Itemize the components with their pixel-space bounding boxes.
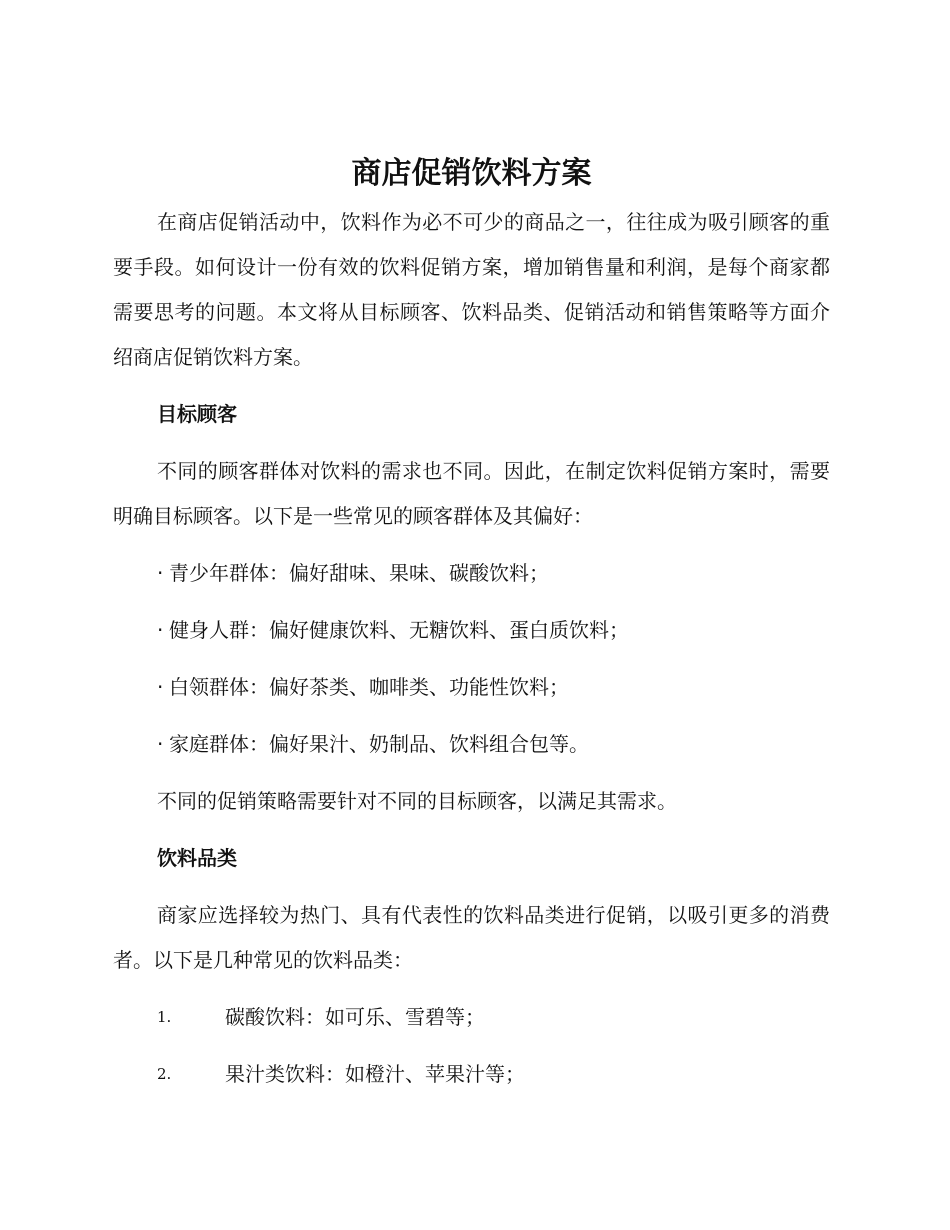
- bullet-icon: ·: [157, 675, 164, 699]
- section-heading-target-customers: 目标顾客: [157, 402, 237, 426]
- list-item-text: 健身人群：偏好健康饮料、无糖饮料、蛋白质饮料；: [169, 618, 629, 642]
- list-number: 2.: [157, 1065, 172, 1083]
- list-item: [157, 995, 830, 1040]
- beverage-category-list: [113, 995, 830, 1097]
- section-heading-beverage-categories: 饮料品类: [157, 846, 237, 870]
- list-item: [157, 1052, 830, 1097]
- list-item-text: 碳酸饮料：如可乐、雪碧等；: [225, 1005, 485, 1029]
- bullet-icon: ·: [157, 732, 164, 756]
- intro-paragraph: 在商店促销活动中，饮料作为必不可少的商品之一，往往成为吸引顾客的重要手段。如何设计一份有效的饮料促销方案，增加销售量和利润，是每个商家都需要思考的问题。本文将从目标顾客、饮料品类、促销活动和销售策略等方面介绍商店促销饮料方案。: [113, 210, 830, 369]
- beverage-categories-paragraph: 商家应选择较为热门、具有代表性的饮料品类进行促销，以吸引更多的消费者。以下是几种常见的饮料品类：: [113, 903, 830, 972]
- bullet-icon: ·: [157, 618, 164, 642]
- document-body: [113, 148, 830, 1109]
- list-item: [157, 665, 830, 710]
- list-item-text: 白领群体：偏好茶类、咖啡类、功能性饮料；: [169, 675, 569, 699]
- list-item: [157, 722, 830, 767]
- bullet-icon: ·: [157, 561, 164, 585]
- list-item: [157, 608, 830, 653]
- list-number: 1.: [157, 1008, 172, 1026]
- document-title: 商店促销饮料方案: [351, 156, 592, 191]
- list-item: [157, 551, 830, 596]
- customer-group-list: [113, 551, 830, 767]
- list-item-text: 青少年群体：偏好甜味、果味、碳酸饮料；: [169, 561, 549, 585]
- list-item-text: 果汁类饮料：如橙汁、苹果汁等；: [225, 1062, 525, 1086]
- target-customers-closing: 不同的促销策略需要针对不同的目标顾客，以满足其需求。: [157, 789, 677, 813]
- target-customers-paragraph: 不同的顾客群体对饮料的需求也不同。因此，在制定饮料促销方案时，需要明确目标顾客。以下是一些常见的顾客群体及其偏好：: [113, 459, 830, 528]
- list-item-text: 家庭群体：偏好果汁、奶制品、饮料组合包等。: [169, 732, 589, 756]
